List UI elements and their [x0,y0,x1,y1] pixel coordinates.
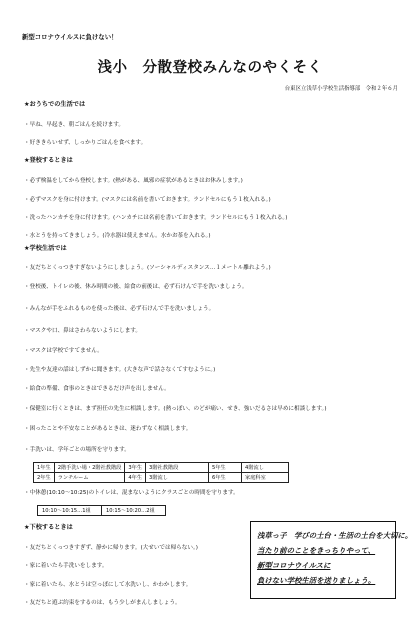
table-cell: 5年生 [209,463,242,473]
list-item: ・保健室に行くときは、まず担任の先生に相談します。(熱っぽい、のどが痛い、せき、強いだるさは早めに相談します。) [24,406,327,412]
slogan-line: 当たり前のことをきっちりやって、 [257,546,376,555]
table-cell: 3年生 [125,463,146,473]
list-item: ・友だちと遊ぶ約束をするのは、もう少しがまんしましょう。 [24,600,181,606]
table-cell: ランチルーム [54,473,125,483]
list-item: ・登校後、トイレの後、休み時間の後、給食の前後は、必ず石けんで手を洗いましょう。 [24,284,248,290]
list-item: ・給食の準備、食事のときはできるだけ声を出しません。 [24,386,170,392]
list-item: ・必ずマスクを身に付けます。(マスクには名前を書いておきます。ランドセルにもう１枚入れる。) [24,197,271,203]
table-row [34,473,289,483]
list-item: ・友だちとくっつきすぎないようにしましょう。(ソーシャルディスタンス…１メートル離れよう。) [24,265,271,271]
list-item: ・早ね、早起き、朝ごはんを続けます。 [24,122,125,128]
slogan-line: 負けない学校生活を送りましょう。 [257,576,376,585]
break-time-box-class1: 10:10〜10:15…1組 [37,505,102,516]
list-item: ・マスクは学校ですてません。 [24,348,103,354]
list-item: ・水とうを持ってきましょう。(冷水器は使えません。水かお茶を入れる。) [24,233,211,239]
list-item: ・必ず検温をしてから登校します。(熱がある、風邪の症状があるときはお休みします。) [24,178,243,184]
list-item: ・家に着いたら手洗いをします。 [24,563,108,569]
list-item: ・洗ったハンカチを身に付けます。(ハンカチには名前を書いておきます。ランドセルにもう１枚入れる。) [24,215,288,221]
table-cell: 3階社教階段 [146,463,209,473]
list-item: ・みんなが手をふれるものを使った後は、必ず石けんで手を洗いましょう。 [24,306,215,312]
section-heading-school: ★学校生活では [24,245,67,252]
list-item: ・友だちとくっつきすぎず、静かに帰ります。(大せいでは帰らない。) [24,545,198,551]
table-cell: 1年生 [34,463,55,473]
byline: 台東区立浅草小学校生活指導部 令和２年６月 [284,86,398,92]
break-time-note: ・中休憩(10:10〜10:25)のトイレは、混まないようにクラスごとの時間を守ります。 [24,490,239,496]
break-time-box-class2: 10:15〜10:20…2組 [101,505,166,516]
section-heading-commute: ★登校するときは [24,157,73,164]
table-cell: 3階流し [146,473,209,483]
section-heading-dismissal: ★下校するときは [24,524,73,531]
section-heading-home: ★おうちでの生活では [24,101,86,108]
table-cell: 4年生 [125,473,146,483]
list-item: ・困ったことや不安なことがあるときは、迷わずなく相談します。 [24,426,192,432]
table-cell: 2年生 [34,473,55,483]
table-cell: 6年生 [209,473,242,483]
slogan-box [250,521,413,599]
handwashing-location-table [33,462,289,483]
table-row [34,463,289,473]
page-title: 浅小 分散登校みんなのやくそく [97,60,323,76]
table-cell: 2階手洗い場・2階社教階段 [54,463,125,473]
table-cell: 家庭科室 [242,473,289,483]
list-item: ・マスクや口、鼻はさわらないようにします。 [24,328,142,334]
list-item: ・好ききらいせず、しっかりごはんを食べます。 [24,140,147,146]
list-item: ・手洗いは、学年ごとの場所を守ります。 [24,447,130,453]
kicker-text: 新型コロナウイルスに負けない！ [22,33,118,41]
list-item: ・先生や友達の話はしずかに聞きます。(大きな声で話さなくてすむように。) [24,367,216,373]
table-cell: 4階流し [242,463,289,473]
list-item: ・家に着いたら、水とうは空っぽにして水洗いし、かわかします。 [24,582,192,588]
slogan-line: 新型コロナウイルスに [257,561,331,570]
slogan-line: 浅草っ子 学びの土台・生活の土台を大切に。 [257,531,413,540]
